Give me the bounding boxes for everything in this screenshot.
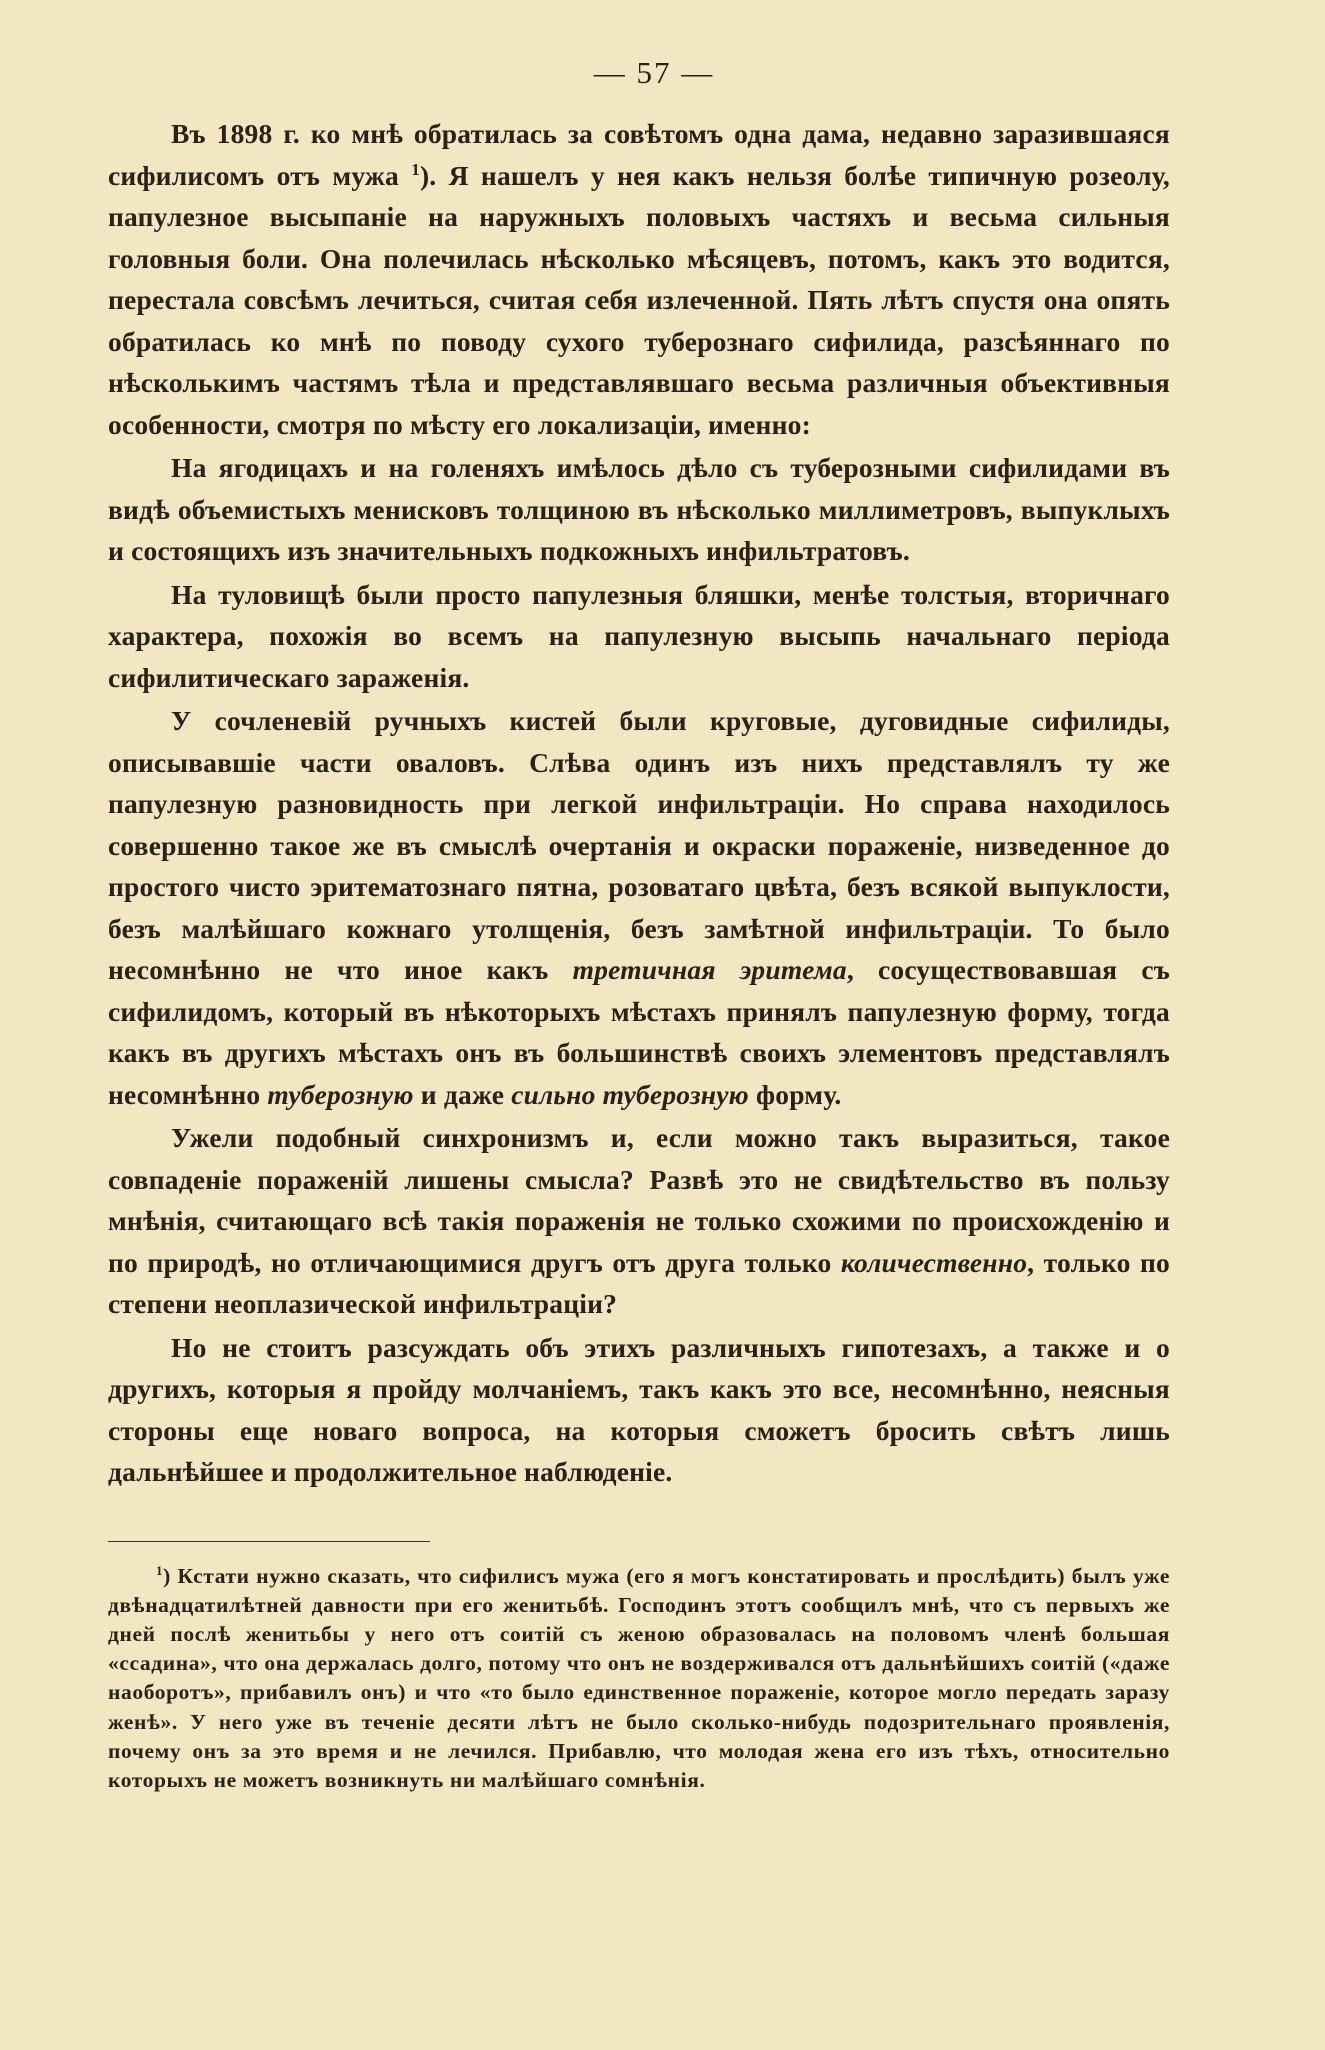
- paragraph-4-text-a: У сочленевій ручныхъ кистей были круговые, дуговидные сифилиды, описывавшіе части оваловъ. Слѣва одинъ изъ нихъ представлялъ ту же папулезную разновидность при легкой инфильтраціи. Но справа находилось совершенно такое же въ смыслѣ очертанія и окраски пораженіе, низведенное до простого чисто эритематознаго пятна, розоватаго цвѣта, безъ всякой выпуклости, безъ малѣйшаго кожнаго утолщенія, безъ замѣтной инфильтраціи. То было несомнѣнно не что иное какъ: [108, 705, 1170, 985]
- paragraph-4: [108, 700, 1170, 1115]
- paragraph-2: На ягодицахъ и на голеняхъ имѣлось дѣло съ туберозными сифилидами въ видѣ объемистыхъ менисковъ толщиною въ нѣсколько миллиметровъ, выпуклыхъ и состоящихъ изъ значительныхъ подкожныхъ инфильтратовъ.: [108, 452, 1170, 566]
- footnote-marker: 1: [156, 1562, 164, 1578]
- footnote-reference[interactable]: 1: [411, 159, 420, 179]
- paragraph-4-text-b: , сосуществовавшая съ сифилидомъ, который въ нѣкоторыхъ мѣстахъ принялъ папулезную форму, тогда какъ въ другихъ мѣстахъ онъ въ большинствѣ своихъ элементовъ представлялъ несомнѣнно: [108, 954, 1170, 1110]
- paragraph-4-text-c: и даже: [413, 1078, 512, 1110]
- paragraph-5-text-a: Ужели подобный синхронизмъ и, если можно такъ выразиться, такое совпаденіе пораженій лишены смысла? Развѣ это не свидѣтельство въ пользу мнѣнія, считающаго всѣ такія пораженія не только схожими по происхожденію и по природѣ, но отличающимися другъ отъ друга только: [108, 1122, 1170, 1278]
- paragraph-6: Но не стоитъ разсуждать объ этихъ различныхъ гипотезахъ, а также и о другихъ, которыя я пройду молчаніемъ, такъ какъ это все, несомнѣнно, неясныя стороны еще новаго вопроса, на которыя сможетъ бросить свѣтъ лишь дальнѣйшее и продолжительное наблюденіе.: [108, 1331, 1170, 1487]
- paragraph-5-text-b: , только по степени неоплазической инфильтраціи?: [108, 1246, 1170, 1319]
- paragraph-3: На туловищѣ были просто папулезныя бляшки, менѣе толстыя, вторичнаго характера, похожія во всемъ на папулезную высыпь начальнаго періода сифилитическаго зараженія.: [108, 578, 1170, 693]
- paragraph-5: [108, 1117, 1170, 1325]
- italic-term-strongly-tuberous: сильно туберозную: [511, 1078, 749, 1110]
- italic-term-tuberous: туберозную: [267, 1078, 414, 1110]
- page-number: — 57 —: [593, 55, 715, 90]
- footnote-text: ) Кстати нужно сказать, что сифилисъ мужа (его я могъ констатировать и прослѣдить) былъ уже двѣнадцатилѣтней давности при его женитьбѣ. Господинъ этотъ сообщилъ мнѣ, что съ первыхъ же дней послѣ женитьбы у него отъ соитій съ женою образовалась на половомъ членѣ большая «ссадина», что она держалась долго, потому что онъ не воздерживался отъ дальнѣйшихъ соитій («даже наоборотъ», прибавилъ онъ) и что «то было единственное пораженіе, которое могло передать заразу женѣ». У него уже въ теченіе десяти лѣтъ не было сколько-нибудь подозрительнаго проявленія, почему онъ за это время и не лечился. Прибавлю, что молодая жена его изъ тѣхъ, относительно которыхъ не можетъ возникнуть ни малѣйшаго сомнѣнія.: [108, 1563, 1170, 1792]
- footnote-divider: [108, 1541, 430, 1542]
- footnote-paragraph: [108, 1562, 1170, 1796]
- main-text: [108, 113, 1170, 1493]
- italic-term-tertiary-erythema: третичная эритема: [572, 954, 847, 985]
- paragraph-1-text-a: Въ 1898 г. ко мнѣ обратилась за совѣтомъ одна дама, недавно заразившаяся сифилисомъ отъ мужа: [108, 118, 1170, 191]
- footnote: [108, 1562, 1170, 1796]
- italic-term-quantitatively: количественно: [840, 1246, 1028, 1278]
- paragraph-1-text-b: ). Я нашелъ у нея какъ нельзя болѣе типичную розеолу, папулезное высыпаніе на наружныхъ половыхъ частяхъ и весьма сильныя головныя боли. Она полечилась нѣсколько мѣсяцевъ, потомъ, какъ это водится, перестала совсѣмъ лечиться, считая себя излеченной. Пять лѣтъ спустя она опять обратилась ко мнѣ по поводу сухого туберознаго сифилида, разсѣяннаго по нѣсколькимъ частямъ тѣла и представлявшаго весьма различныя объективныя особенности, смотря по мѣсту его локализаціи, именно:: [108, 159, 1170, 440]
- paragraph-1: [108, 113, 1170, 445]
- paragraph-4-text-d: форму.: [748, 1078, 842, 1110]
